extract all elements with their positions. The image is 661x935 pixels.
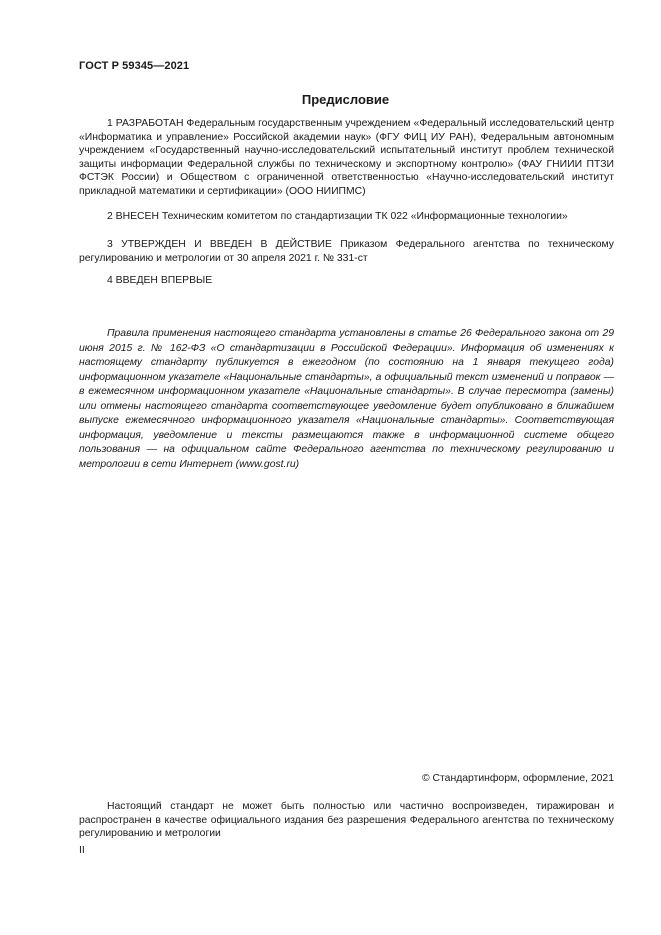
section-title-wrapper: [0, 92, 661, 107]
section-title: Предисловие: [301, 92, 390, 107]
standard-code: ГОСТ Р 59345—2021: [79, 60, 190, 72]
paragraph-first-introduced: 4 ВВЕДЕН ВПЕРВЫЕ: [107, 275, 213, 286]
page-number: II: [79, 845, 85, 856]
copyright-line: © Стандартинформ, оформление, 2021: [421, 773, 614, 784]
paragraph-introduced-by: 2 ВНЕСЕН Техническим комитетом по стандартизации ТК 022 «Информационные технологии»: [107, 211, 568, 222]
paragraph-approved: 3 УТВЕРЖДЕН И ВВЕДЕН В ДЕЙСТВИЕ Приказом Федерального агентства по техническому регулированию и метрологии от 30 апреля 2021 г. № 331-ст: [79, 239, 614, 264]
application-rules-notice: Правила применения настоящего стандарта установлены в статье 26 Федерального закона от 29 июня 2015 г. № 162-ФЗ «О стандартизации в Российской Федерации». Информация об изменениях к настоящему стандарту публикуется в ежегодном (по состоянию на 1 января текущего года) информационном указателе «Национальные стандарты», а официальный текст изменений и поправок — в ежемесячном информационном указателе «Национальные стандарты». В случае пересмотра (замены) или отмены настоящего стандарта соответствующее уведомление будет опубликовано в ближайшем выпуске ежемесячного информационного указателя «Национальные стандарты». Соответствующая информация, уведомление и тексты размещаются также в информационной системе общего пользования — на официальном сайте Федерального агентства по техническому регулированию и метрологии в сети Интернет (www.gost.ru): [79, 328, 614, 470]
reproduction-notice: Настоящий стандарт не может быть полностью или частично воспроизведен, тиражирован и распространен в качестве официального издания без разрешения Федерального агентства по техническому регулированию и метрологии: [79, 801, 614, 839]
paragraph-developed-by: 1 РАЗРАБОТАН Федеральным государственным учреждением «Федеральный исследовательский центр «Информатика и управление» Российской академии наук» (ФГУ ФИЦ ИУ РАН), Федеральным автономным учреждением «Государственный научно-исследовательский испытательный институт проблем технической защиты информации Федеральной службы по техническому и экспортному контролю» (ФАУ ГНИИИ ПТЗИ ФСТЭК России) и Обществом с ограниченной ответственностью «Научно-исследовательский институт прикладной математики и сертификации» (ООО НИИПМС): [79, 118, 614, 197]
